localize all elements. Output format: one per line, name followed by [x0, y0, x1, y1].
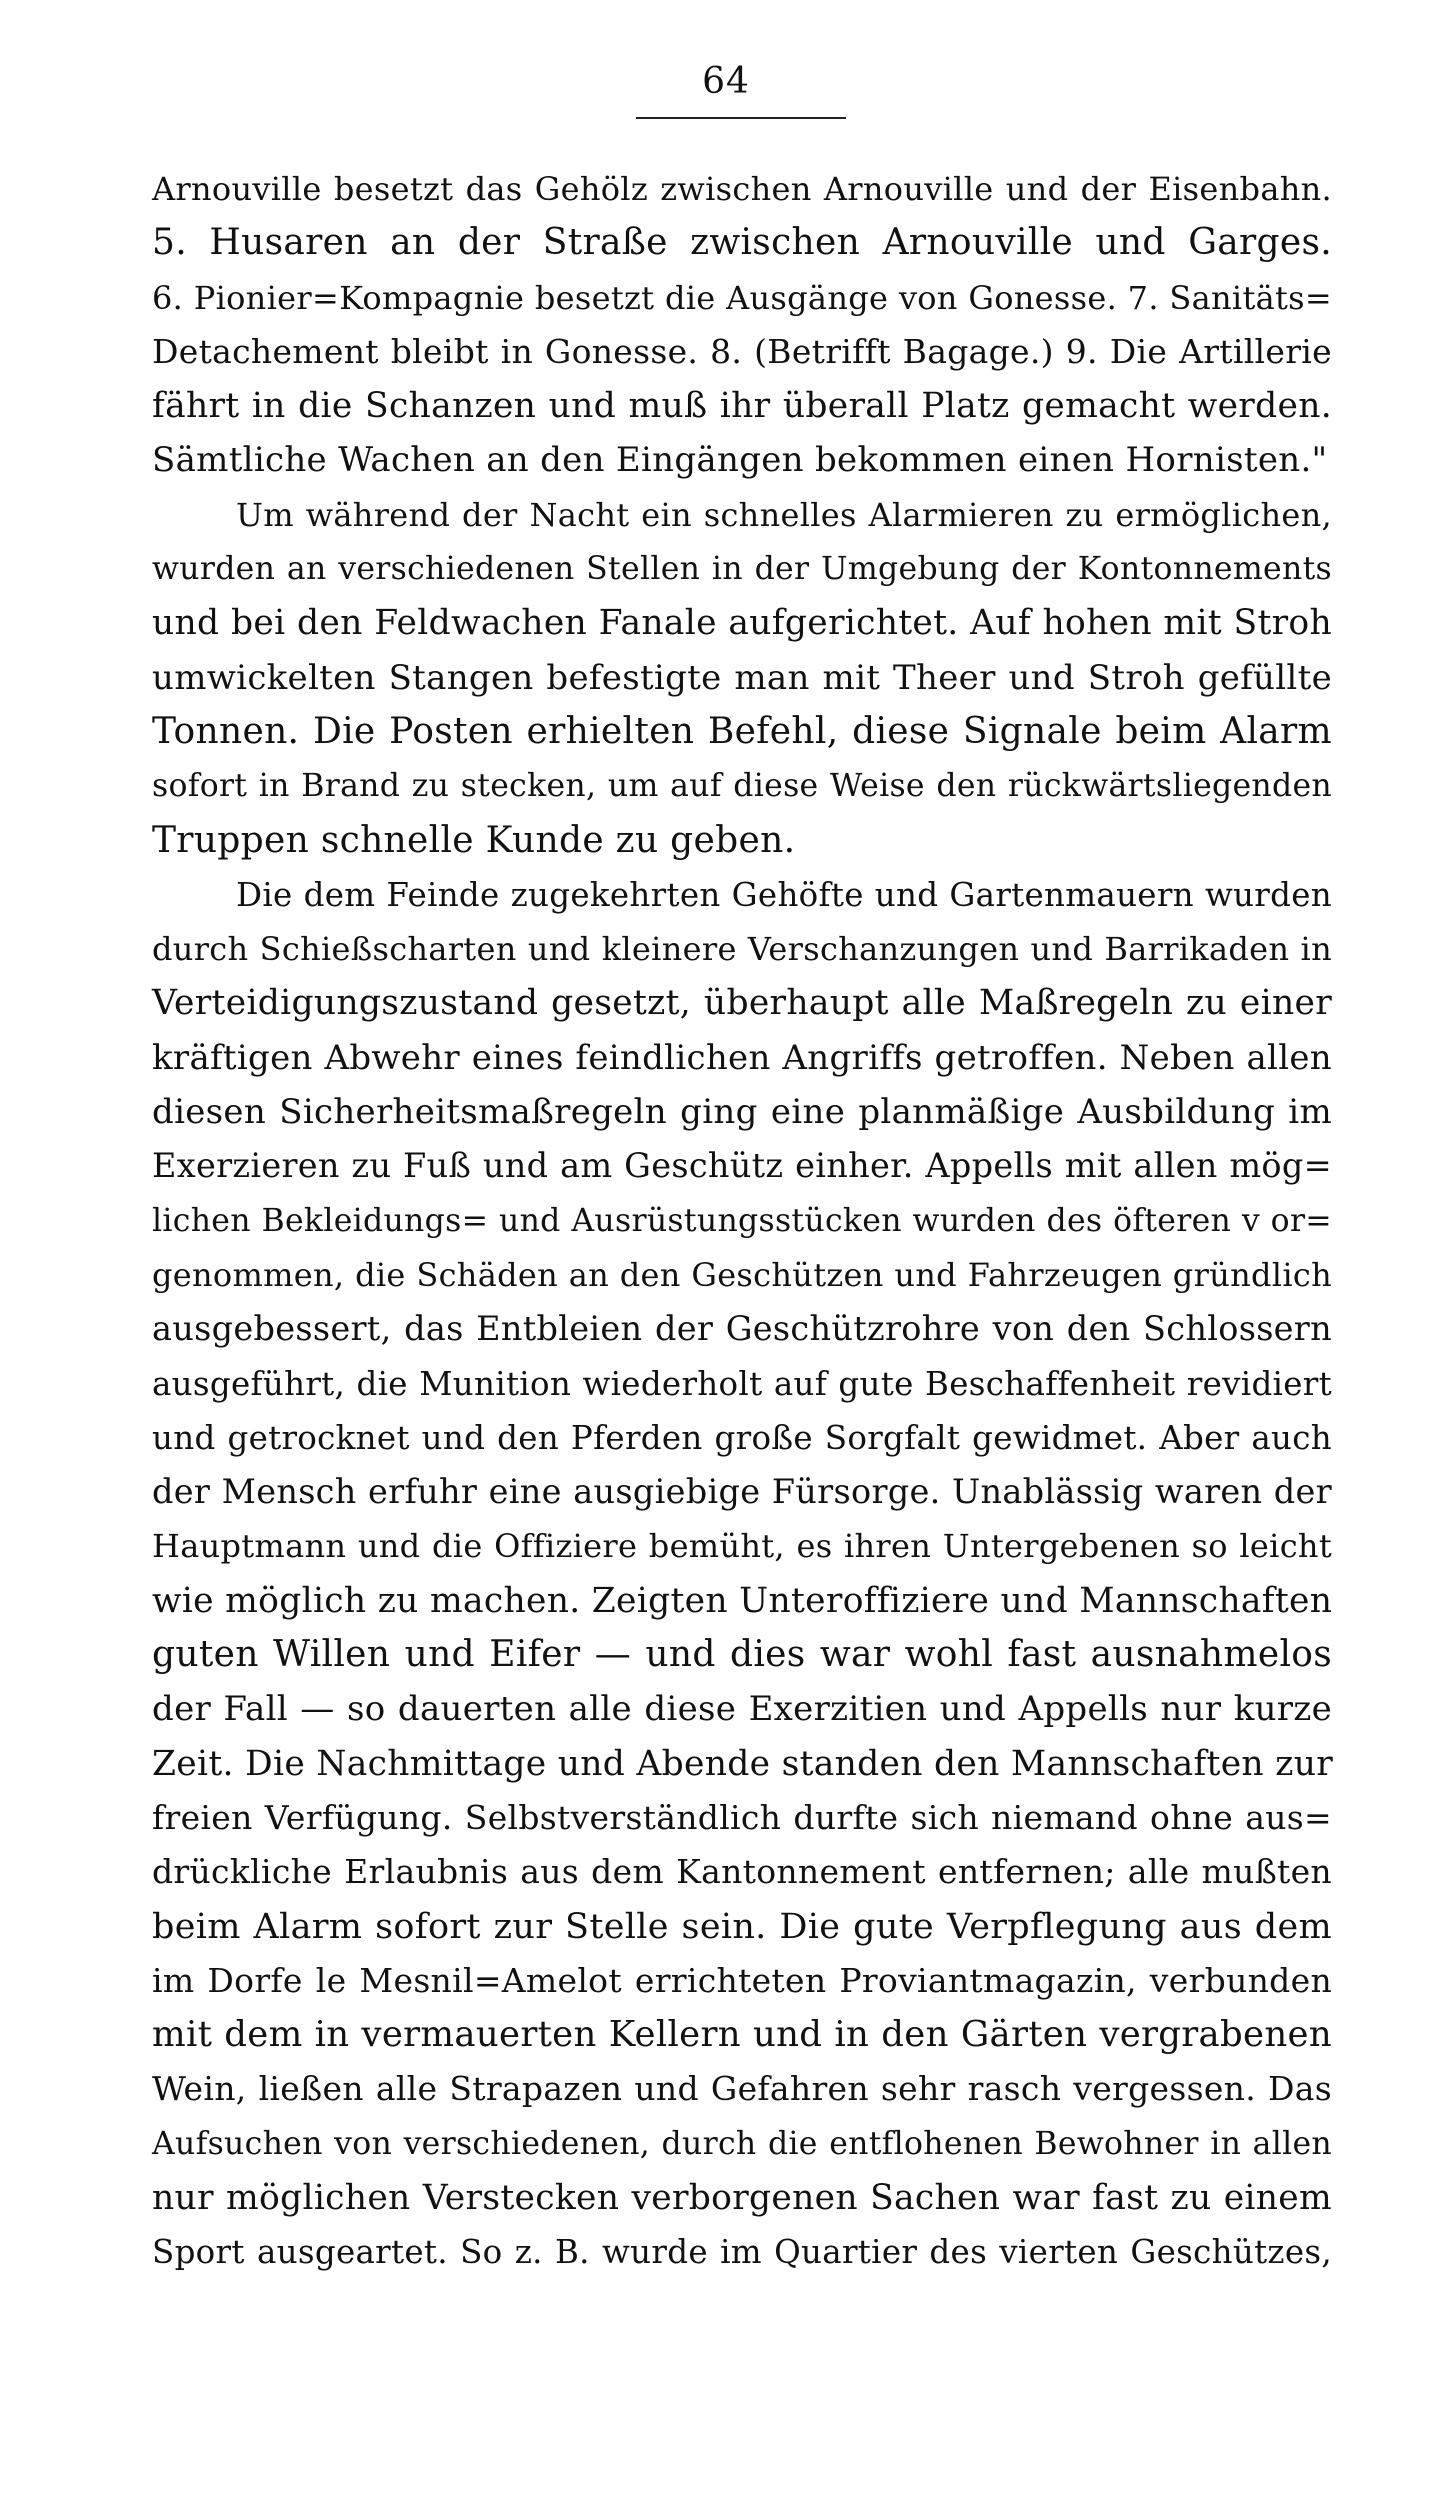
- text-line: 5. Husaren an der Straße zwischen Arnouville und Garges.: [152, 222, 1332, 264]
- text-line: Sport ausgeartet. So z. B. wurde im Quartier des vierten Geschützes,: [152, 2233, 1332, 2272]
- header-rule: [636, 117, 846, 119]
- text-line: und bei den Feldwachen Fanale aufgerichtet. Auf hohen mit Stroh: [152, 603, 1332, 644]
- text-line: fährt in die Schanzen und muß ihr überall Platz gemacht werden.: [152, 386, 1332, 427]
- text-line: Aufsuchen von verschiedenen, durch die entflohenen Bewohner in allen: [152, 2125, 1332, 2162]
- text-line: wie möglich zu machen. Zeigten Unteroffiziere und Mannschaften: [152, 1580, 1333, 1621]
- text-line: nur möglichen Verstecken verborgenen Sachen war fast zu einem: [152, 2177, 1332, 2218]
- text-line: Um während der Nacht ein schnelles Alarmieren zu ermöglichen,: [236, 495, 1332, 534]
- text-line: drückliche Erlaubnis aus dem Kantonnement entfernen; alle mußten: [152, 1852, 1332, 1892]
- body-text: [152, 162, 1332, 2280]
- text-line: umwickelten Stangen befestigte man mit Theer und Stroh gefüllte: [152, 657, 1332, 698]
- text-line: der Fall — so dauerten alle diese Exerzitien und Appells nur kurze: [152, 1689, 1332, 1730]
- text-line: sofort in Brand zu stecken, um auf diese Weise den rückwärtsliegenden: [152, 768, 1332, 805]
- text-line: Sämtliche Wachen an den Eingängen bekommen einen Hornisten.": [152, 440, 1328, 481]
- text-line: Detachement bleibt in Gonesse. 8. (Betrifft Bagage.) 9. Die Artillerie: [152, 331, 1332, 371]
- text-line: Truppen schnelle Kunde zu geben.: [152, 819, 796, 861]
- text-line: kräftigen Abwehr eines feindlichen Angriffs getroffen. Neben allen: [152, 1037, 1332, 1078]
- text-line: Wein, ließen alle Strapazen und Gefahren sehr rasch vergessen. Das: [152, 2069, 1332, 2109]
- text-line: genommen, die Schäden an den Geschützen und Fahrzeugen gründlich: [152, 1255, 1332, 1294]
- text-line: ausgebessert, das Entbleien der Geschützrohre von den Schlossern: [152, 1309, 1332, 1349]
- text-line: Tonnen. Die Posten erhielten Befehl, diese Signale beim Alarm: [152, 710, 1332, 752]
- text-line: mit dem in vermauerten Kellern und in den Gärten vergrabenen: [152, 2014, 1332, 2056]
- text-line: 6. Pionier=Kompagnie besetzt die Ausgänge von Gonesse. 7. Sanitäts=: [152, 278, 1332, 317]
- text-line: Zeit. Die Nachmittage und Abende standen den Mannschaften zur: [152, 1743, 1334, 1784]
- text-line: beim Alarm sofort zur Stelle sein. Die gute Verpflegung aus dem: [152, 1906, 1332, 1947]
- text-line: Die dem Feinde zugekehrten Gehöfte und Gartenmauern wurden: [236, 875, 1332, 914]
- text-line: lichen Bekleidungs= und Ausrüstungsstücken wurden des öfteren v or=: [152, 1202, 1332, 1239]
- text-line: freien Verfügung. Selbstverständlich durfte sich niemand ohne aus=: [152, 1797, 1332, 1837]
- text-line: der Mensch erfuhr eine ausgiebige Fürsorge. Unablässig waren der: [152, 1472, 1332, 1512]
- text-line: im Dorfe le Mesnil=Amelot errichteten Proviantmagazin, verbunden: [152, 1960, 1332, 2000]
- text-line: Verteidigungszustand gesetzt, überhaupt alle Maßregeln zu einer: [152, 983, 1332, 1024]
- text-line: ausgeführt, die Munition wiederholt auf gute Beschaffenheit revidiert: [152, 1364, 1332, 1403]
- page-number: 64: [702, 61, 750, 102]
- text-line: Arnouville besetzt das Gehölz zwischen Arnouville und der Eisenbahn.: [152, 170, 1332, 208]
- text-line: Exerzieren zu Fuß und am Geschütz einher. Appells mit allen mög=: [152, 1146, 1332, 1186]
- text-line: durch Schießscharten und kleinere Verschanzungen und Barrikaden in: [152, 930, 1332, 969]
- text-line: wurden an verschiedenen Stellen in der Umgebung der Kontonnements: [152, 551, 1332, 588]
- text-line: diesen Sicherheitsmaßregeln ging eine planmäßige Ausbildung im: [152, 1092, 1332, 1133]
- text-line: und getrocknet und den Pferden große Sorgfalt gewidmet. Aber auch: [152, 1418, 1332, 1457]
- text-line: guten Willen und Eifer — und dies war wohl fast ausnahmelos: [152, 1634, 1332, 1676]
- text-line: Hauptmann und die Offiziere bemüht, es ihren Untergebenen so leicht: [152, 1527, 1332, 1566]
